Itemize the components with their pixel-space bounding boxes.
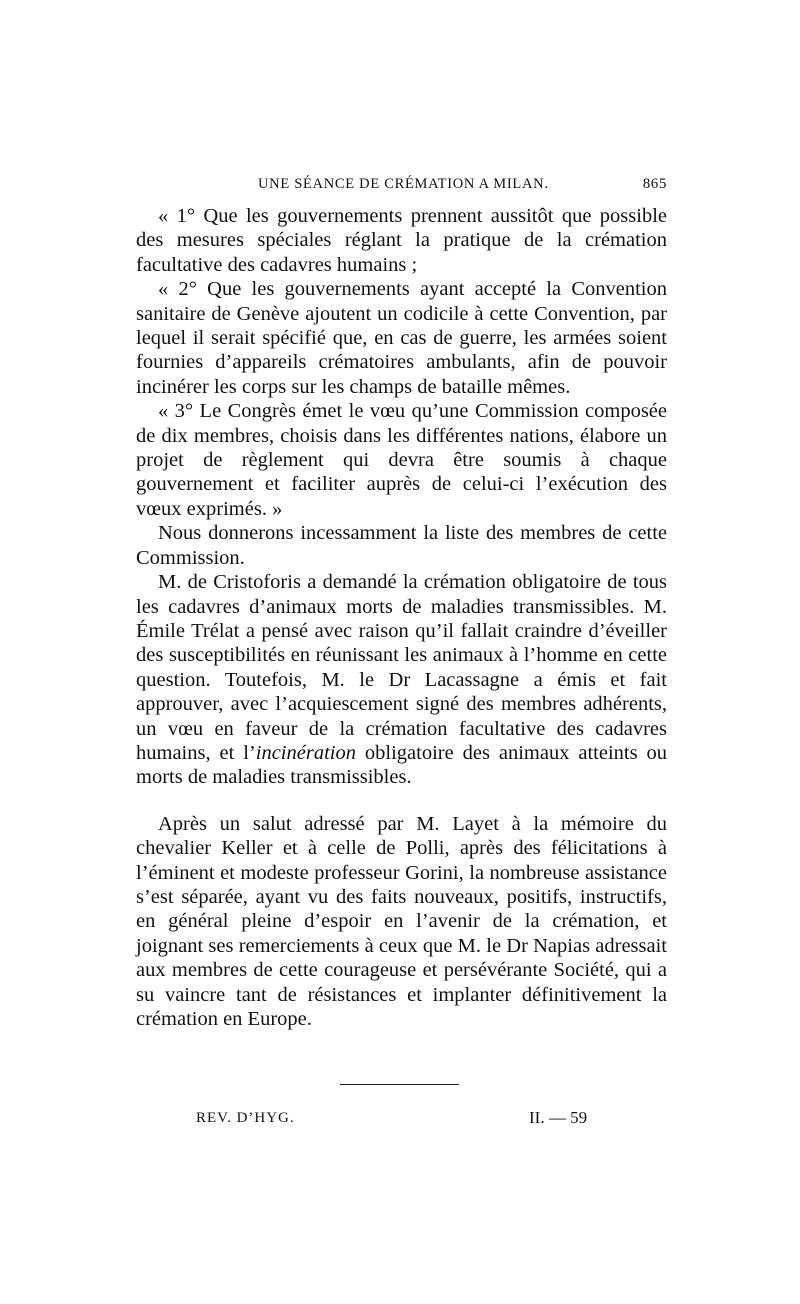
paragraph-closing: Après un salut adressé par M. Layet à la mémoire du chevalier Keller et à celle de Polli, après des félicitations à l’éminent et modeste professeur Gorini, la nombreuse assistance s’est séparée, ayant vu des faits nouveaux, positifs, instructifs, en général pleine d’espoir en l’avenir de la crémation, et joignant ses remerciements à ceux que M. le Dr Napias adressait aux membres de cette courageuse et persévérante Société, qui a su vaincre tant de résistances et implanter définitivement la crémation en Europe. (136, 812, 667, 1030)
paragraph-animal-cremation-part-2: obligatoire des animaux atteints ou morts de maladies transmissibles. (136, 741, 667, 789)
page-footer (136, 1108, 667, 1132)
journal-abbreviation: REV. D’HYG. (196, 1110, 295, 1126)
running-head-title: UNE SÉANCE DE CRÉMATION A MILAN. (258, 176, 549, 192)
paragraph-resolution-1: « 1° Que les gouvernements prennent aussitôt que possible des mesures spéciales réglant la pratique de la crémation facultative des cadavres humains ; (136, 205, 667, 276)
running-head (136, 176, 667, 198)
section-rule (340, 1084, 459, 1085)
paragraph-animal-cremation (136, 570, 667, 790)
body-text (136, 204, 667, 1031)
paragraph-resolution-3: « 3° Le Congrès émet le vœu qu’une Commission composée de dix membres, choisis dans les différentes nations, élabore un projet de règlement qui devra être soumis à chaque gouvernement et faciliter auprès de celui-ci l’exécution des vœux exprimés. » (136, 400, 667, 520)
signature-mark: II. — 59 (529, 1108, 588, 1127)
page-number: 865 (642, 176, 667, 192)
paragraph-animal-cremation-part-1: M. de Cristoforis a demandé la crémation obligatoire de tous les cadavres d’animaux morts de maladies transmissibles. M. Émile Trélat a pensé avec raison qu’il fallait craindre d’éveiller des susceptibilités en réunissant les animaux à l’homme en cette question. Toutefois, M. le Dr Lacassagne a émis et fait approuver, avec l’acquiescement signé des membres adhérents, un vœu en faveur de la crémation facultative des cadavres humains, et l’ (136, 571, 667, 764)
italic-term-incineration: incinération (255, 741, 356, 764)
paragraph-commission-list: Nous donnerons incessamment la liste des membres de cette Commission. (136, 522, 667, 569)
paragraph-resolution-2: « 2° Que les gouvernements ayant accepté la Convention sanitaire de Genève ajoutent un codicile à cette Convention, par lequel il serait spécifié que, en cas de guerre, les armées soient fournies d’appareils crématoires ambulants, afin de pouvoir incinérer les corps sur les champs de bataille mêmes. (136, 278, 667, 398)
